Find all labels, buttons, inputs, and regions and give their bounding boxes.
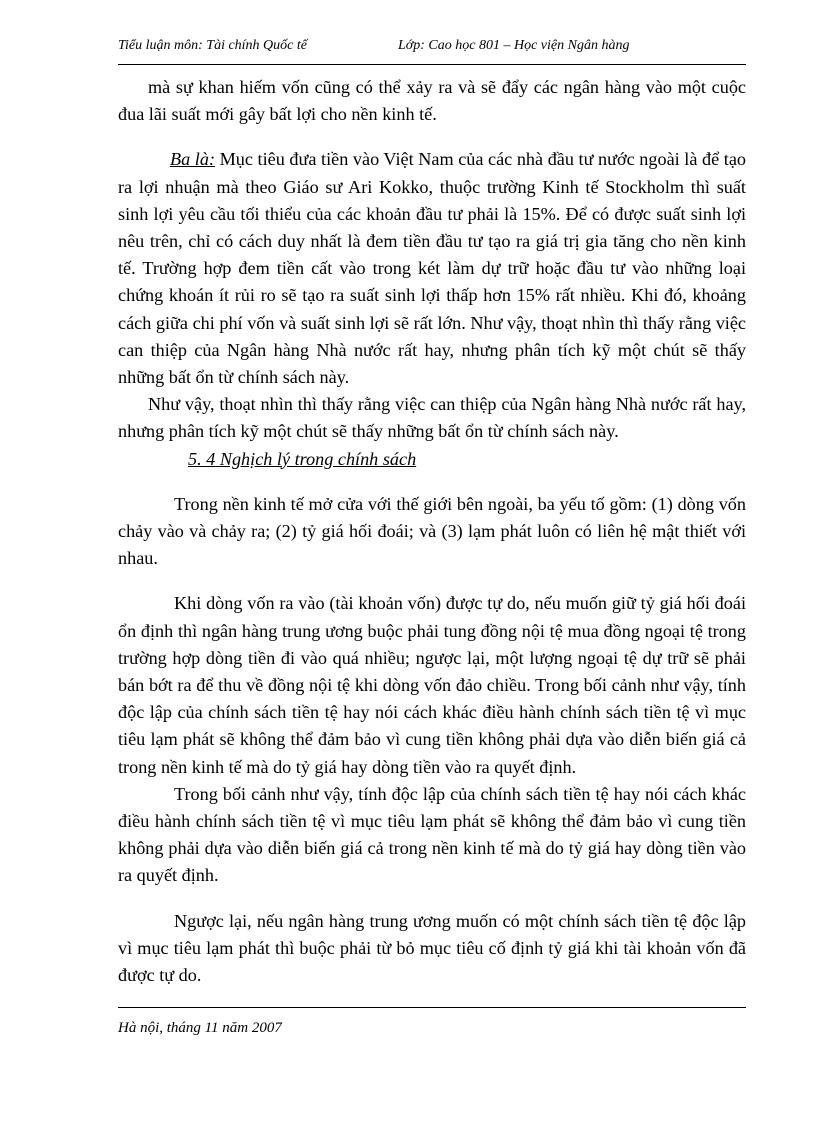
paragraph-5: Khi dòng vốn ra vào (tài khoản vốn) được tự do, nếu muốn giữ tỷ giá hối đoái ổn định thì ngân hàng trung ương buộc phải tung đồng nội tệ mua đồng ngoại tệ trong trường hợp dòng tiền đi vào quá nhiều; ngược lại, một lượng ngoại tệ dự trữ sẽ phải bán bớt ra để thu về đồng nội tệ khi dòng vốn đảo chiều. Trong bối cảnh như vậy, tính độc lập của chính sách tiền tệ hay nói cách khác điều hành chính sách tiền tệ vì mục tiêu lạm phát sẽ không thể đảm bảo vì cung tiền không phải dựa vào diễn biến giá cả trong nền kinh tế mà do tỷ giá hay dòng tiền vào ra quyết định. [118, 593, 746, 777]
paragraph-2-text: Mục tiêu đưa tiền vào Việt Nam của các nhà đầu tư nước ngoài là để tạo ra lợi nhuận mà theo Giáo sư Ari Kokko, thuộc trường Kinh tế Stockholm thì suất sinh lợi yêu cầu tối thiểu của các khoản đầu tư phải là 15%. Để có được suất sinh lợi nêu trên, chỉ có cách duy nhất là đem tiền đầu tư tạo ra giá trị gia tăng cho nền kinh tế. Trường hợp đem tiền cất vào trong két làm dự trữ hoặc đầu tư vào những loại chứng khoán ít rủi ro sẽ tạo ra suất sinh lợi thấp hơn 15% rất nhiều. Khi đó, khoảng cách giữa chi phí vốn và suất sinh lợi sẽ rất lớn. Như vậy, thoạt nhìn thì thấy rằng việc can thiệp của Ngân hàng Nhà nước rất hay, nhưng phân tích kỹ một chút sẽ thấy những bất ổn từ chính sách này. [118, 149, 746, 388]
spacer [118, 890, 746, 908]
header-class: Lớp: Cao học 801 – Học viện Ngân hàng [398, 38, 630, 53]
paragraph-7: Ngược lại, nếu ngân hàng trung ương muốn có một chính sách tiền tệ độc lập vì mục tiêu lạm phát thì buộc phải từ bỏ mục tiêu cố định tỷ giá khi tài khoản vốn đã được tự do. [118, 910, 746, 986]
paragraph-1: mà sự khan hiếm vốn cũng có thể xảy ra và sẽ đẩy các ngân hàng vào một cuộc đua lãi suất mới gây bất lợi cho nền kinh tế. [118, 77, 746, 125]
paragraph-6: Trong bối cảnh như vậy, tính độc lập của chính sách tiền tệ hay nói cách khác điều hành chính sách tiền tệ vì mục tiêu lạm phát sẽ không thể đảm bảo vì cung tiền không phải dựa vào diễn biến giá cả trong nền kinh tế mà do tỷ giá hay dòng tiền vào ra quyết định. [118, 783, 746, 886]
paragraph-2-lead: Ba là: [170, 149, 216, 170]
paragraph-2 [118, 146, 746, 391]
page-header [118, 36, 746, 65]
document-body [118, 74, 746, 989]
spacer [118, 473, 746, 491]
paragraph-3: Như vậy, thoạt nhìn thì thấy rằng việc can thiệp của Ngân hàng Nhà nước rất hay, nhưng phân tích kỹ một chút sẽ thấy những bất ổn từ chính sách này. [118, 394, 746, 442]
spacer [118, 128, 746, 146]
section-heading: 5. 4 Nghịch lý trong chính sách [188, 448, 417, 469]
paragraph-4: Trong nền kinh tế mở cửa với thế giới bên ngoài, ba yếu tố gồm: (1) dòng vốn chảy vào và chảy ra; (2) tỷ giá hối đoái; và (3) lạm phát luôn có liên hệ mật thiết với nhau. [118, 493, 746, 569]
spacer [118, 572, 746, 590]
header-course: Tiểu luận môn: Tài chính Quốc tế [118, 38, 307, 53]
footer-divider [118, 1007, 746, 1008]
footer-date: Hà nội, tháng 11 năm 2007 [118, 1020, 282, 1036]
